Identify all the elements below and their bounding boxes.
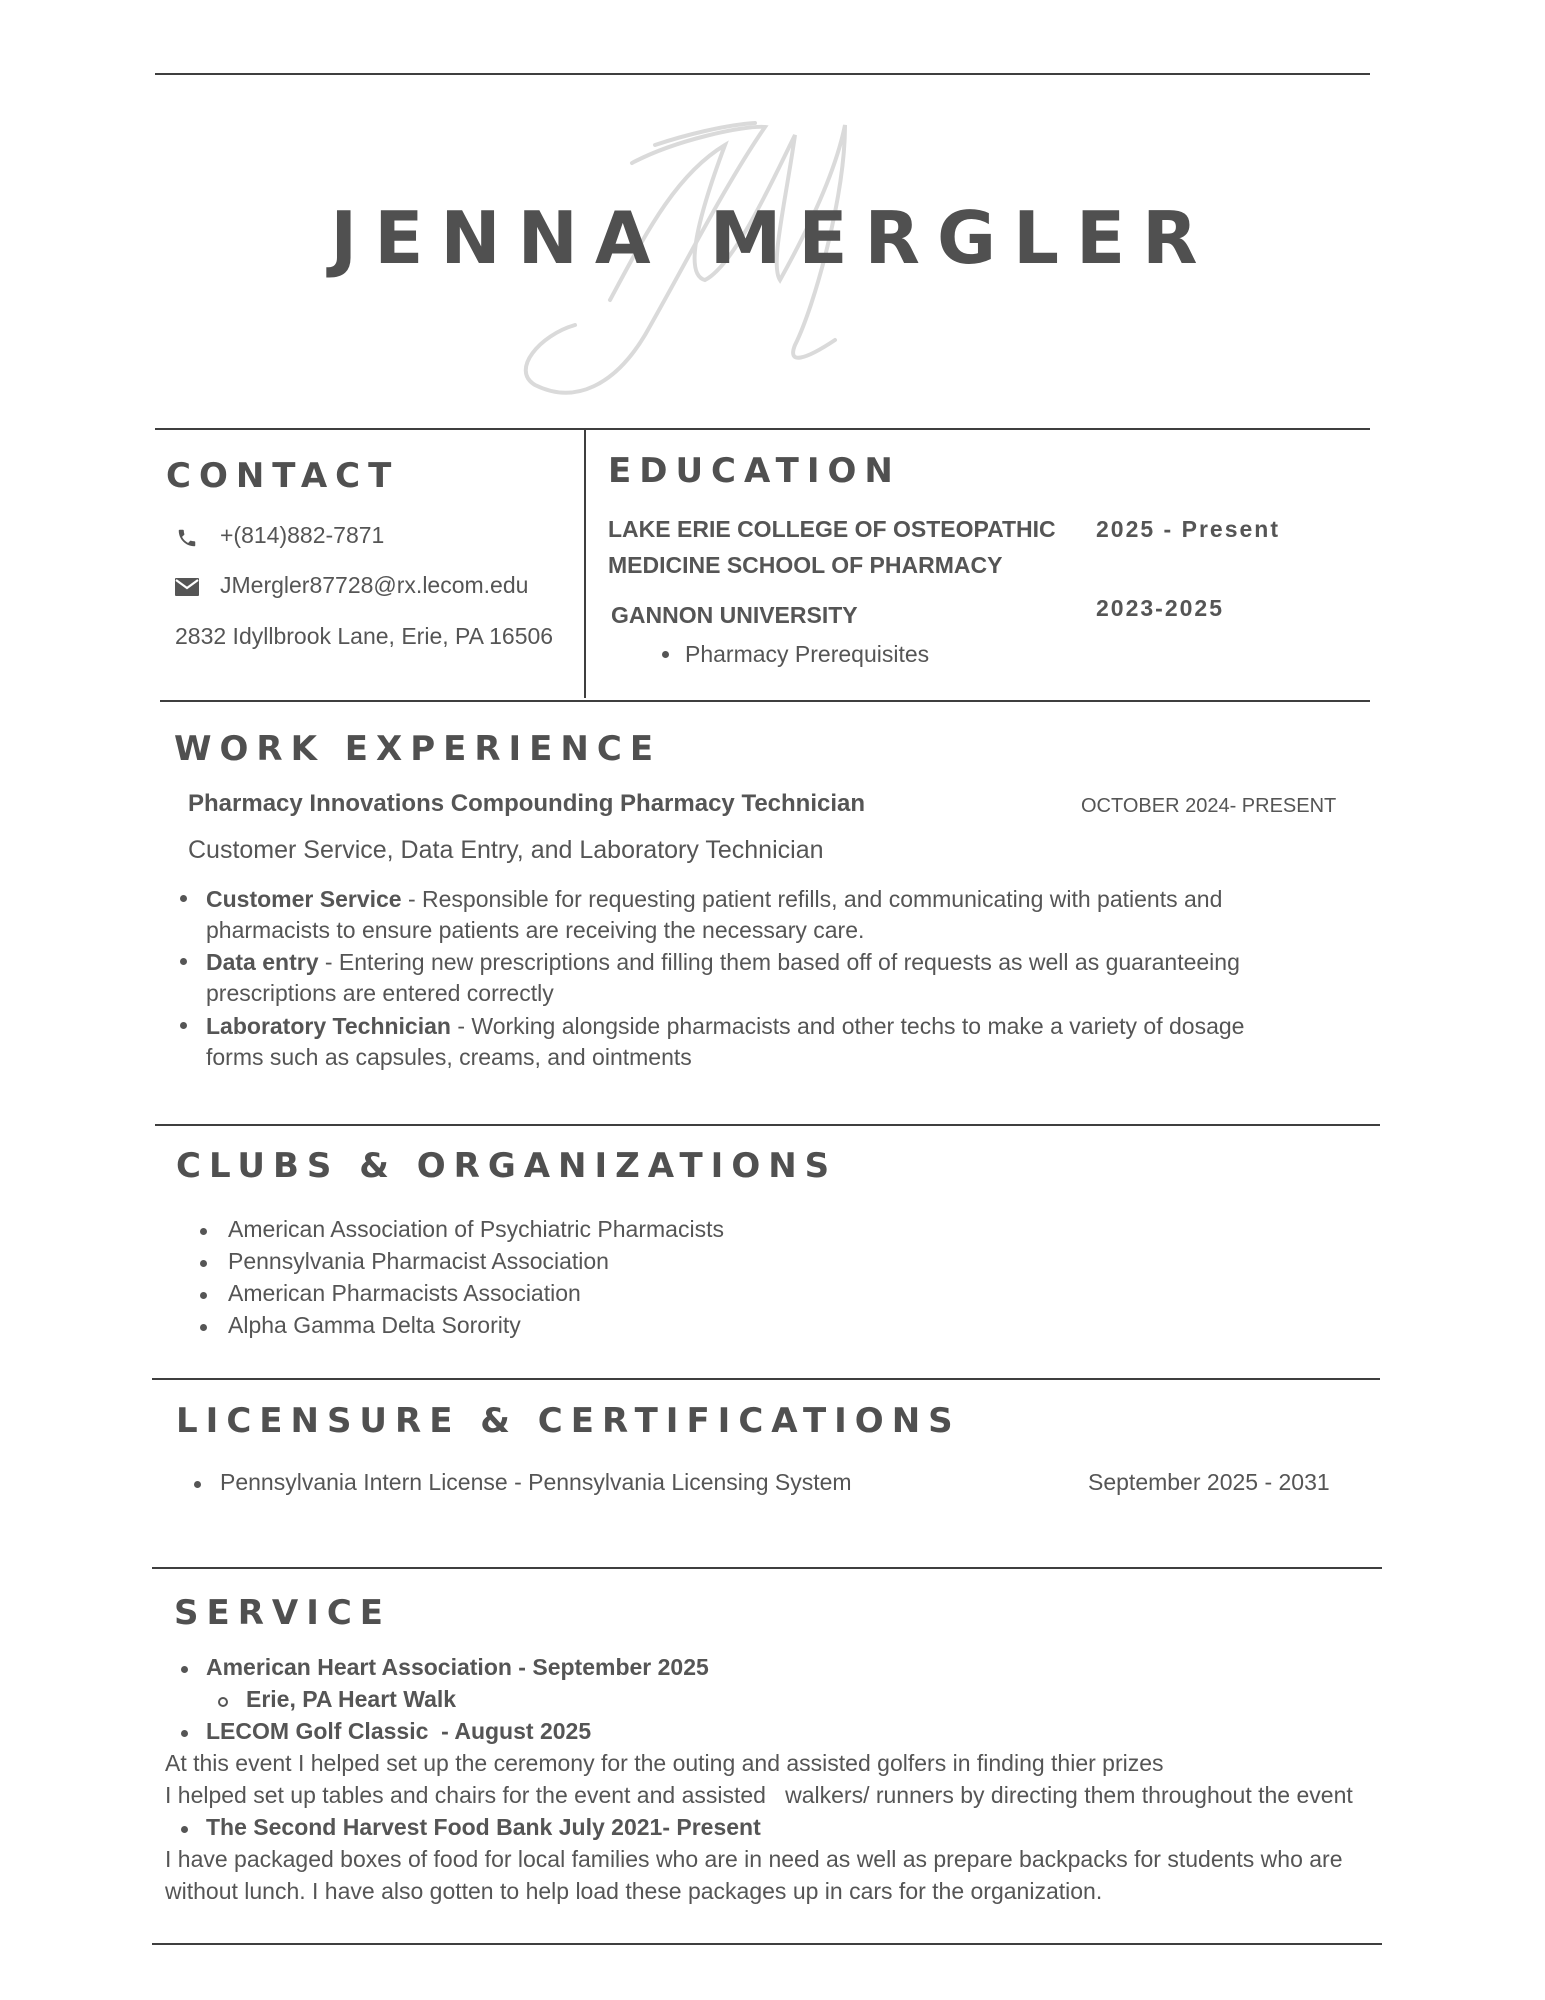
service-heading: SERVICE [174, 1593, 392, 1633]
page-title: JENNA MERGLER [330, 196, 1215, 280]
work-bullet-3-text: - Working alongside pharmacists and other techs to make a variety of dosage [450, 1013, 1245, 1039]
licensure-bottom-rule [152, 1567, 1382, 1569]
service-golf: LECOM Golf Classic - August 2025 [206, 1718, 592, 1744]
work-bullet-1-text: - Responsible for requesting patient refills, and communicating with patients and [401, 886, 1223, 912]
service-foodbank-text-1: I have packaged boxes of food for local families who are in need as well as prepare backpacks for students who are [165, 1846, 1343, 1872]
licensure-heading: LICENSURE & CERTIFICATIONS [176, 1401, 961, 1441]
work-bullet-2 [180, 946, 1300, 1008]
job-dates: OCTOBER 2024- PRESENT [1081, 795, 1337, 817]
service-foodbank-bullet [181, 1826, 188, 1833]
service-golf-text-1: At this event I helped set up the ceremony for the outing and assisted golfers in finding thier prizes [165, 1750, 1164, 1776]
contact-phone[interactable]: +(814)882-7871 [220, 522, 385, 548]
education-heading: EDUCATION [608, 451, 901, 491]
email-icon [175, 578, 199, 596]
header-rule [155, 428, 1370, 430]
work-bullet-3-label: Laboratory Technician [206, 1013, 451, 1039]
clubs-bottom-rule [152, 1378, 1380, 1380]
service-aha-sub: Erie, PA Heart Walk [246, 1686, 457, 1712]
work-bullet-2-cont: prescriptions are entered correctly [206, 980, 554, 1006]
education-school-2: GANNON UNIVERSITY [611, 602, 858, 628]
contact-heading: CONTACT [166, 456, 400, 496]
service-golf-text-2: I helped set up tables and chairs for the event and assisted walkers/ runners by directing them throughout the event [165, 1782, 1353, 1808]
licensure-item: Pennsylvania Intern License - Pennsylvania Licensing System [220, 1469, 852, 1495]
phone-icon [176, 527, 198, 549]
education-school-1-line1: LAKE ERIE COLLEGE OF OSTEOPATHIC [608, 516, 1056, 542]
contact-email[interactable]: JMergler87728@rx.lecom.edu [220, 572, 529, 598]
work-bottom-rule [155, 1124, 1380, 1126]
education-school-1-line2: MEDICINE SCHOOL OF PHARMACY [608, 552, 1003, 578]
job-subtitle: Customer Service, Data Entry, and Laboratory Technician [188, 836, 824, 864]
contact-bottom-rule [160, 700, 1370, 702]
work-bullet-3-cont: forms such as capsules, creams, and ointments [206, 1044, 692, 1070]
service-bottom-rule [152, 1943, 1382, 1945]
licensure-dates: September 2025 - 2031 [1088, 1469, 1330, 1495]
education-detail-bullet [662, 651, 669, 658]
top-rule [155, 73, 1370, 75]
work-bullet-1-label: Customer Service [206, 886, 402, 912]
education-dates-2: 2023-2025 [1096, 595, 1224, 621]
work-bullet-2-text: - Entering new prescriptions and filling them based off of requests as well as guaranteeing [318, 949, 1240, 975]
clubs-heading: CLUBS & ORGANIZATIONS [176, 1146, 838, 1186]
service-foodbank-text-2: without lunch. I have also gotten to help load these packages up in cars for the organization. [165, 1878, 1103, 1904]
work-heading: WORK EXPERIENCE [174, 729, 662, 769]
work-bullet-3 [180, 1010, 1300, 1072]
service-foodbank: The Second Harvest Food Bank July 2021- Present [206, 1814, 761, 1840]
education-detail: Pharmacy Prerequisites [685, 641, 930, 667]
work-bullet-1 [180, 883, 1300, 945]
service-aha: American Heart Association - September 2025 [206, 1654, 709, 1680]
contact-address: 2832 Idyllbrook Lane, Erie, PA 16506 [175, 623, 554, 649]
service-golf-bullet [181, 1730, 188, 1737]
licensure-bullet [194, 1481, 201, 1488]
work-bullet-2-label: Data entry [206, 949, 319, 975]
contact-education-divider [584, 428, 586, 698]
job-title: Pharmacy Innovations Compounding Pharmacy Technician [188, 790, 866, 817]
education-dates-1: 2025 - Present [1096, 516, 1280, 542]
work-bullet-1-cont: pharmacists to ensure patients are receiving the necessary care. [206, 917, 865, 943]
service-aha-bullet [181, 1666, 188, 1673]
service-aha-sub-bullet [218, 1697, 228, 1707]
